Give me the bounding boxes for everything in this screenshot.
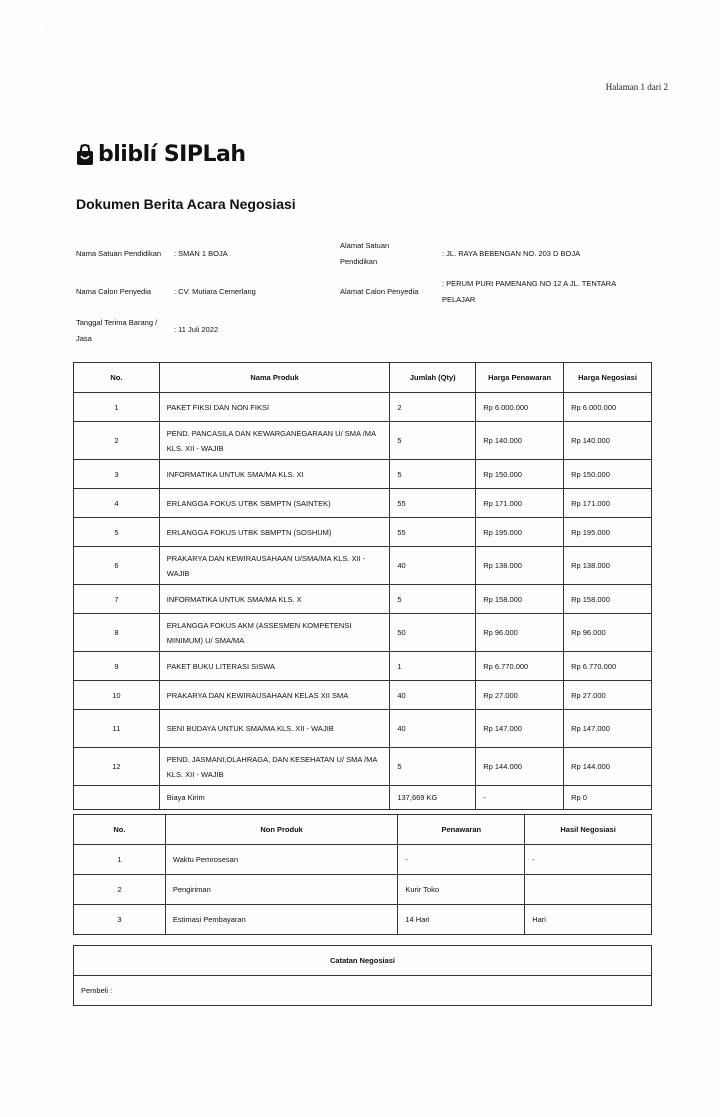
offer-price: Rp 138.000 xyxy=(476,547,564,585)
empty-cell xyxy=(74,786,160,810)
table-row xyxy=(74,518,652,547)
received-date-value: : 11 Juli 2022 xyxy=(174,325,219,334)
offer-price: Rp 195.000 xyxy=(476,518,564,547)
product-qty: 55 xyxy=(390,518,476,547)
offer-price: Rp 140.000 xyxy=(476,422,564,460)
table-row xyxy=(74,905,652,935)
product-qty: 5 xyxy=(390,460,476,489)
shopping-bag-icon xyxy=(76,144,94,166)
row-number: 12 xyxy=(74,748,160,786)
notes-table xyxy=(73,945,652,1006)
row-number: 9 xyxy=(74,652,160,681)
nego-price: Rp 171.000 xyxy=(564,489,652,518)
vendor-address-value: : PERUM PURI PAMENANG NO 12 A JL. TENTARA PELAJAR xyxy=(442,279,616,304)
scan-marks: · · · · xyxy=(30,20,48,32)
offer-price: Rp 171.000 xyxy=(476,489,564,518)
offer-price: Rp 96.000 xyxy=(476,614,564,652)
product-name: PAKET BUKU LITERASI SISWA xyxy=(159,652,390,681)
table-row xyxy=(74,614,652,652)
vendor-label: Nama Calon Penyedia xyxy=(76,287,152,296)
product-qty: 55 xyxy=(390,489,476,518)
product-name: PEND. PANCASILA DAN KEWARGANEGARAAN U/ SMA /MA KLS. XII - WAJIB xyxy=(159,422,390,460)
non-product-name: Estimasi Pembayaran xyxy=(165,905,398,935)
product-qty: 40 xyxy=(390,710,476,748)
table-row xyxy=(74,845,652,875)
notes-header: Catatan Negosiasi xyxy=(74,946,652,976)
col-header-nego-result: Hasil Negosiasi xyxy=(525,815,652,845)
shipping-label: Biaya Kirim xyxy=(159,786,390,810)
row-number: 1 xyxy=(74,393,160,422)
col-header-qty: Jumlah (Qty) xyxy=(390,363,476,393)
shipping-row xyxy=(74,786,652,810)
product-qty: 5 xyxy=(390,422,476,460)
row-number: 2 xyxy=(74,422,160,460)
page-number: Halaman 1 dari 2 xyxy=(605,82,668,92)
offer-price: Rp 6.000.000 xyxy=(476,393,564,422)
nego-price: Rp 144.000 xyxy=(564,748,652,786)
product-name: INFORMATIKA UNTUK SMA/MA KLS. X xyxy=(159,585,390,614)
row-number: 6 xyxy=(74,547,160,585)
col-header-no: No. xyxy=(74,815,166,845)
brand-logo xyxy=(76,142,246,167)
offer-price: Rp 158.000 xyxy=(476,585,564,614)
row-number: 5 xyxy=(74,518,160,547)
col-header-no: No. xyxy=(74,363,160,393)
non-product-result: - xyxy=(525,845,652,875)
school-label: Nama Satuan Pendidikan xyxy=(76,249,162,258)
product-qty: 2 xyxy=(390,393,476,422)
non-product-offer: 14 Hari xyxy=(398,905,525,935)
nego-price: Rp 6.000.000 xyxy=(564,393,652,422)
col-header-nego-price: Harga Negosiasi xyxy=(564,363,652,393)
product-qty: 50 xyxy=(390,614,476,652)
document-title: Dokumen Berita Acara Negosiasi xyxy=(76,196,296,212)
product-qty: 1 xyxy=(390,652,476,681)
non-product-result: Hari xyxy=(525,905,652,935)
product-table-header xyxy=(74,363,652,393)
school-address-value: : JL. RAYA BEBENGAN NO. 203 D BOJA xyxy=(442,249,581,258)
non-product-offer: Kurir Toko xyxy=(398,875,525,905)
non-product-table xyxy=(73,814,652,935)
nego-price: Rp 150.000 xyxy=(564,460,652,489)
row-number: 11 xyxy=(74,710,160,748)
product-qty: 40 xyxy=(390,547,476,585)
row-number: 3 xyxy=(74,460,160,489)
product-qty: 5 xyxy=(390,748,476,786)
offer-price: Rp 144.000 xyxy=(476,748,564,786)
row-number: 1 xyxy=(74,845,166,875)
table-row xyxy=(74,585,652,614)
shipping-nego: Rp 0 xyxy=(564,786,652,810)
school-value: : SMAN 1 BOJA xyxy=(174,249,228,258)
nego-price: Rp 96.000 xyxy=(564,614,652,652)
non-product-name: Waktu Pemrosesan xyxy=(165,845,398,875)
vendor-value: : CV. Mutiara Cemerlang xyxy=(174,287,256,296)
offer-price: Rp 150.000 xyxy=(476,460,564,489)
product-name: ERLANGGA FOKUS UTBK SBMPTN (SOSHUM) xyxy=(159,518,390,547)
product-qty: 5 xyxy=(390,585,476,614)
table-row xyxy=(74,547,652,585)
row-number: 7 xyxy=(74,585,160,614)
table-row xyxy=(74,422,652,460)
school-address-label: Alamat Satuan Pendidikan xyxy=(340,241,390,266)
shipping-weight: 137,669 KG xyxy=(390,786,476,810)
nego-price: Rp 195.000 xyxy=(564,518,652,547)
nego-price: Rp 27.000 xyxy=(564,681,652,710)
table-row xyxy=(74,875,652,905)
col-header-non-product: Non Produk xyxy=(165,815,398,845)
table-row xyxy=(74,748,652,786)
product-name: PRAKARYA DAN KEWIRAUSAHAAN U/SMA/MA KLS. XII - WAJIB xyxy=(159,547,390,585)
row-number: 4 xyxy=(74,489,160,518)
table-row xyxy=(74,489,652,518)
col-header-product: Nama Produk xyxy=(159,363,390,393)
non-product-offer: - xyxy=(398,845,525,875)
nego-price: Rp 147.000 xyxy=(564,710,652,748)
product-name: PRAKARYA DAN KEWIRAUSAHAAN KELAS XII SMA xyxy=(159,681,390,710)
product-name: INFORMATIKA UNTUK SMA/MA KLS. XI xyxy=(159,460,390,489)
row-number: 8 xyxy=(74,614,160,652)
product-qty: 40 xyxy=(390,681,476,710)
product-name: PEND. JASMANI,OLAHRAGA, DAN KESEHATAN U/ SMA /MA KLS. XII - WAJIB xyxy=(159,748,390,786)
table-row xyxy=(74,652,652,681)
product-table xyxy=(73,362,652,810)
product-name: ERLANGGA FOKUS UTBK SBMPTN (SAINTEK) xyxy=(159,489,390,518)
product-name: SENI BUDAYA UNTUK SMA/MA KLS. XII - WAJIB xyxy=(159,710,390,748)
row-number: 10 xyxy=(74,681,160,710)
nego-price: Rp 158.000 xyxy=(564,585,652,614)
buyer-note: Pembeli : xyxy=(74,976,652,1006)
offer-price: Rp 6.770.000 xyxy=(476,652,564,681)
table-row xyxy=(74,393,652,422)
row-number: 3 xyxy=(74,905,166,935)
offer-price: Rp 27.000 xyxy=(476,681,564,710)
received-date-label: Tanggal Terima Barang / Jasa xyxy=(76,318,158,343)
non-product-result xyxy=(525,875,652,905)
table-row xyxy=(74,710,652,748)
product-name: ERLANGGA FOKUS AKM (ASSESMEN KOMPETENSI MINIMUM) U/ SMA/MA xyxy=(159,614,390,652)
vendor-address-label: Alamat Calon Penyedia xyxy=(340,287,419,296)
shipping-offer: - xyxy=(476,786,564,810)
nego-price: Rp 138.000 xyxy=(564,547,652,585)
row-number: 2 xyxy=(74,875,166,905)
col-header-offer: Penawaran xyxy=(398,815,525,845)
table-row xyxy=(74,681,652,710)
nego-price: Rp 140.000 xyxy=(564,422,652,460)
non-product-table-header xyxy=(74,815,652,845)
product-name: PAKET FIKSI DAN NON FIKSI xyxy=(159,393,390,422)
brand-name: bliblí SIPLah xyxy=(98,142,246,167)
col-header-offer-price: Harga Penawaran xyxy=(476,363,564,393)
non-product-name: Pengiriman xyxy=(165,875,398,905)
table-row xyxy=(74,460,652,489)
nego-price: Rp 6.770.000 xyxy=(564,652,652,681)
offer-price: Rp 147.000 xyxy=(476,710,564,748)
